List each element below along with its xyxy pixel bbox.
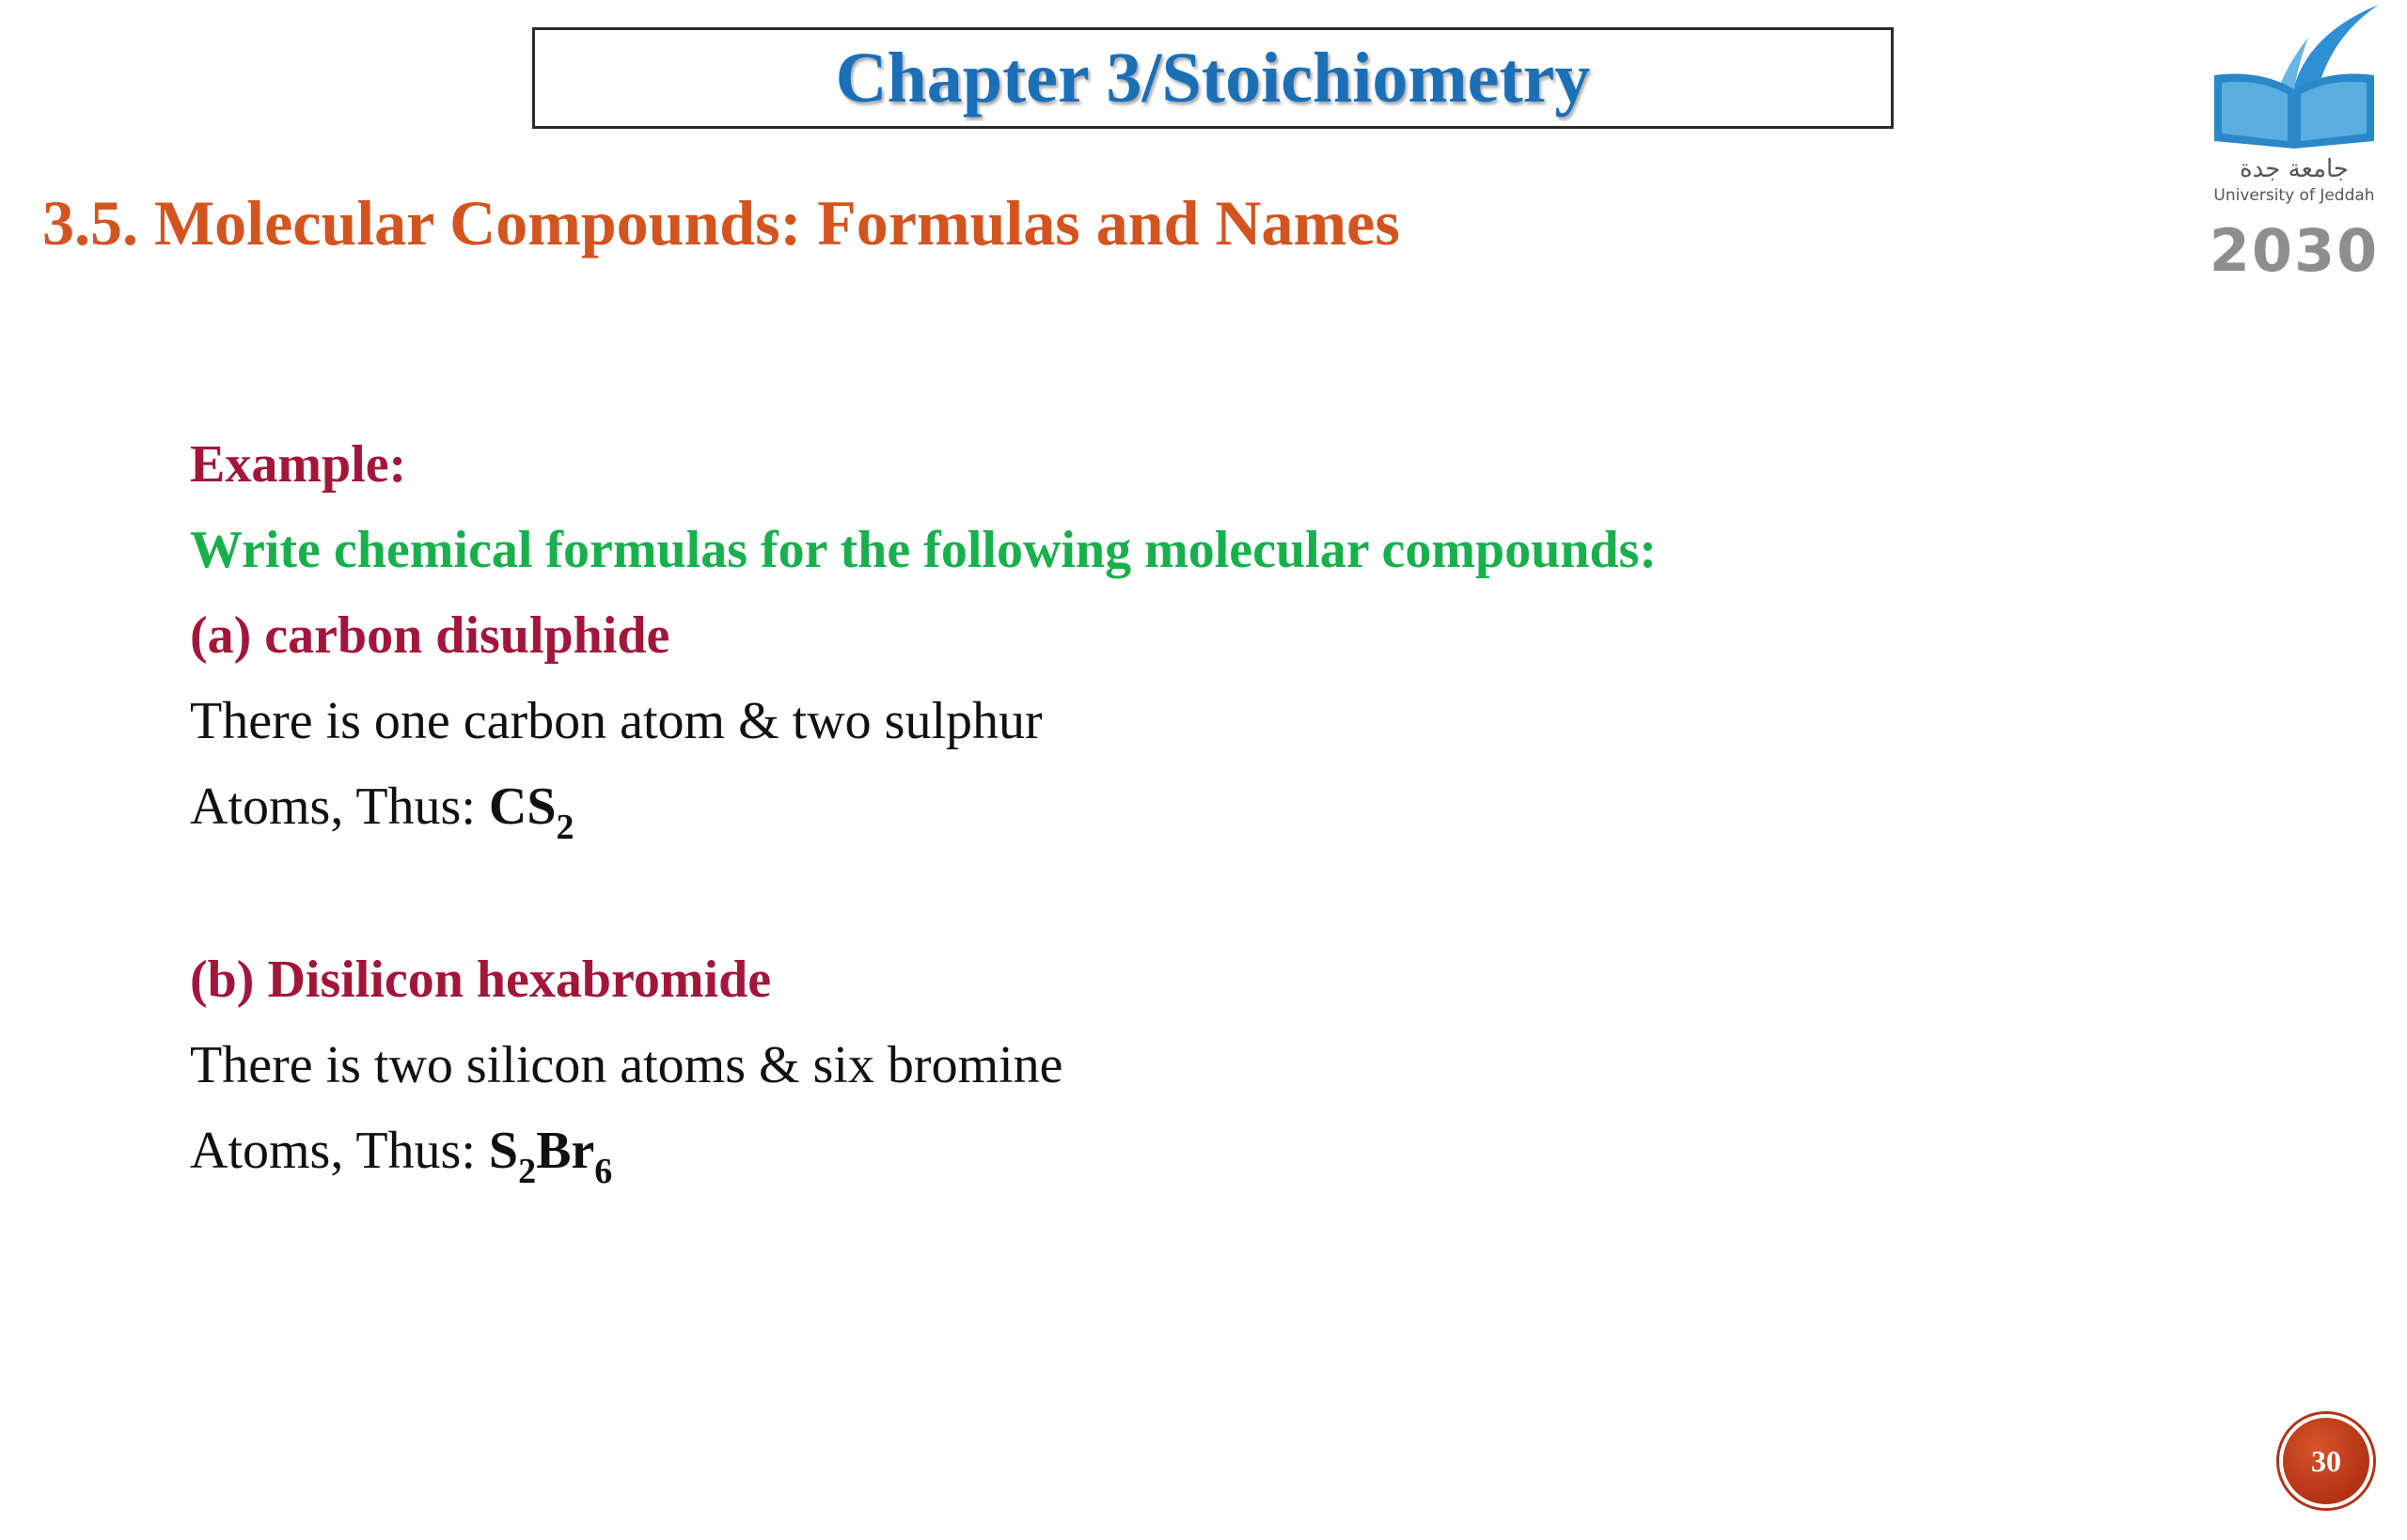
part-a-line2-prefix: Atoms, Thus: (190, 778, 489, 836)
part-b-line2-prefix: Atoms, Thus: (190, 1122, 489, 1180)
formula-element: CS (488, 778, 557, 836)
formula-element: S (488, 1122, 519, 1180)
university-logo (2205, 0, 2383, 291)
example-label: Example: (190, 435, 407, 494)
part-a-line1: There is one carbon atom & two sulphur (190, 692, 1043, 750)
page-number-badge (2279, 1414, 2373, 1508)
part-b-heading: (b) Disilicon hexabromide (190, 951, 772, 1009)
part-a-line2 (190, 777, 574, 847)
formula-subscript: 2 (556, 808, 574, 847)
logo-university-name: University of Jeddah (2213, 186, 2375, 205)
open-book-icon (2205, 0, 2383, 155)
part-b-line2 (190, 1121, 613, 1191)
logo-arabic-name: جامعة جدة (2239, 155, 2349, 183)
formula-s2br6 (488, 1122, 613, 1191)
title-box (532, 27, 1894, 129)
formula-subscript: 2 (518, 1152, 537, 1191)
page-number: 30 (2311, 1443, 2341, 1478)
formula-cs2 (488, 778, 574, 847)
part-b-line1: There is two silicon atoms & six bromine (190, 1036, 1063, 1094)
slide-title: Chapter 3/Stoichiometry (835, 38, 1591, 118)
formula-subscript: 6 (594, 1152, 613, 1191)
section-heading: 3.5. Molecular Compounds: Formulas and Names (42, 187, 1400, 259)
example-instruction: Write chemical formulas for the following molecular compounds: (190, 521, 1658, 579)
vision-2030-mark: 2030 (2209, 216, 2380, 285)
formula-element: Br (536, 1122, 595, 1180)
part-a-heading: (a) carbon disulphide (190, 606, 670, 665)
